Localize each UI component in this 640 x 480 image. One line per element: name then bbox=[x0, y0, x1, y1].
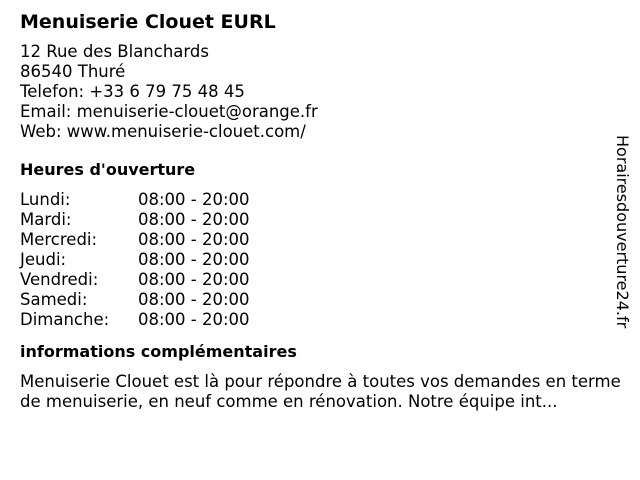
time-range: 08:00 - 20:00 bbox=[138, 230, 250, 249]
day-label: Dimanche: bbox=[20, 310, 110, 329]
opening-hours-table bbox=[20, 190, 620, 330]
day-label: Vendredi: bbox=[20, 270, 99, 289]
time-range: 08:00 - 20:00 bbox=[138, 250, 250, 269]
additional-info-title: informations complémentaires bbox=[20, 342, 297, 361]
time-range: 08:00 - 20:00 bbox=[138, 270, 250, 289]
hours-row-friday bbox=[20, 270, 620, 290]
opening-hours-title: Heures d'ouverture bbox=[20, 160, 196, 179]
day-label: Lundi: bbox=[20, 190, 71, 209]
time-range: 08:00 - 20:00 bbox=[138, 310, 250, 329]
hours-row-thursday bbox=[20, 250, 620, 270]
time-range: 08:00 - 20:00 bbox=[138, 290, 250, 309]
additional-info-text: Menuiserie Clouet est là pour répondre à toutes vos demandes en terme de menuiserie, en neuf comme en rénovation. Notre équipe int... bbox=[20, 372, 621, 411]
hours-row-tuesday bbox=[20, 210, 620, 230]
hours-row-sunday bbox=[20, 310, 620, 330]
hours-row-wednesday bbox=[20, 230, 620, 250]
day-label: Mercredi: bbox=[20, 230, 98, 249]
hours-row-monday bbox=[20, 190, 620, 210]
phone-line: Telefon: +33 6 79 75 48 45 bbox=[20, 82, 245, 101]
day-label: Samedi: bbox=[20, 290, 88, 309]
site-watermark: Horairesdouverture24.fr bbox=[613, 135, 632, 329]
web-line: Web: www.menuiserie-clouet.com/ bbox=[20, 122, 306, 141]
email-line: Email: menuiserie-clouet@orange.fr bbox=[20, 102, 318, 121]
day-label: Jeudi: bbox=[20, 250, 67, 269]
time-range: 08:00 - 20:00 bbox=[138, 210, 250, 229]
business-name: Menuiserie Clouet EURL bbox=[20, 11, 276, 33]
street-address: 12 Rue des Blanchards bbox=[20, 42, 209, 61]
hours-row-saturday bbox=[20, 290, 620, 310]
address-block bbox=[20, 42, 620, 142]
time-range: 08:00 - 20:00 bbox=[138, 190, 250, 209]
business-card bbox=[20, 10, 620, 412]
day-label: Mardi: bbox=[20, 210, 72, 229]
postal-city: 86540 Thuré bbox=[20, 62, 126, 81]
